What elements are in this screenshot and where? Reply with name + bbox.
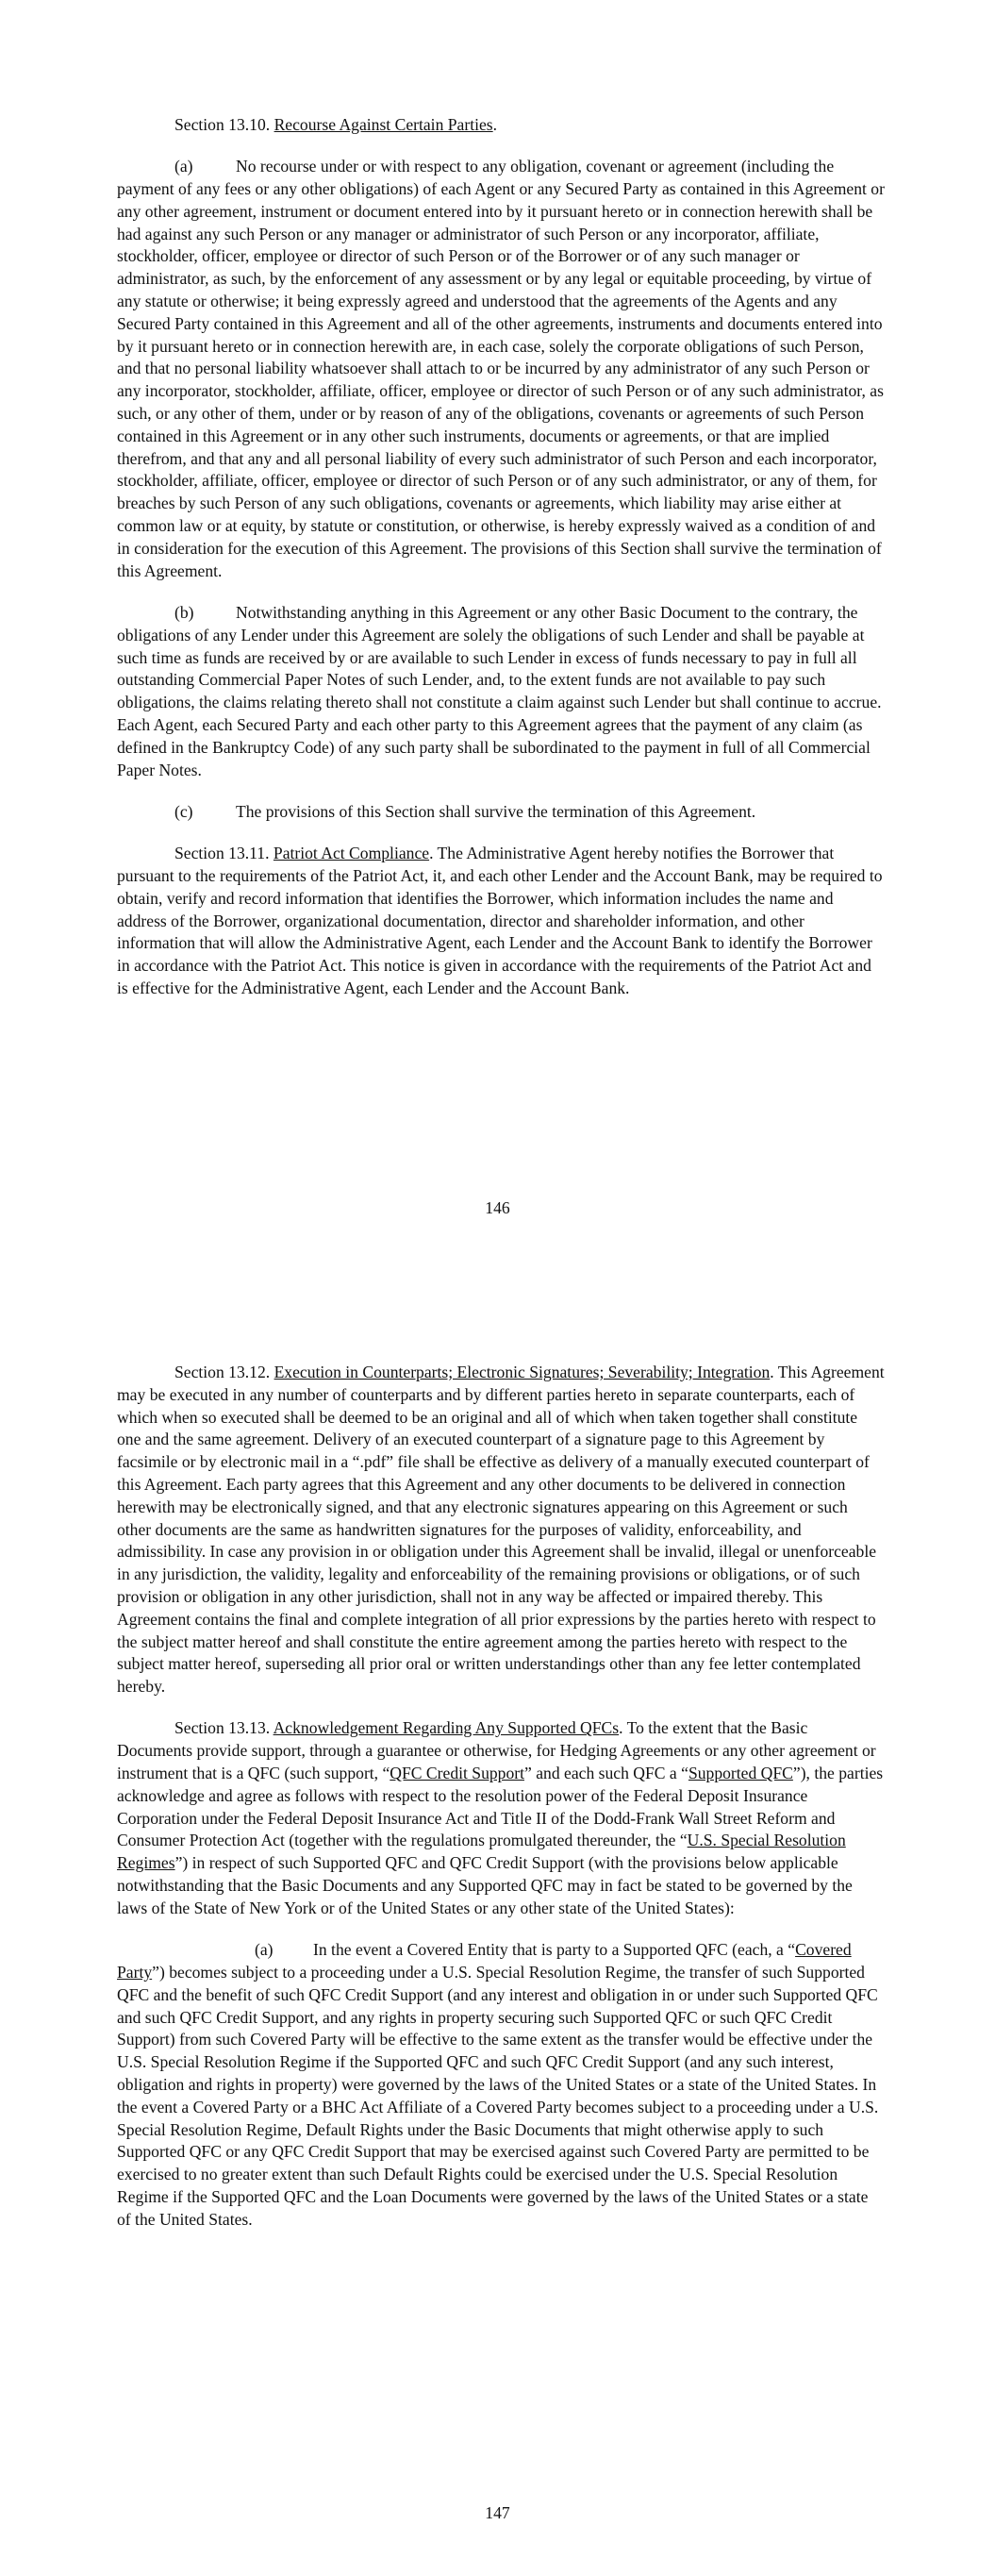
subsection-label: (a) xyxy=(174,157,193,176)
defined-term: Patriot Act Compliance xyxy=(273,844,430,863)
page-146-body xyxy=(117,114,885,1019)
defined-term: Covered Party xyxy=(117,1940,852,1982)
subsection-label: (c) xyxy=(174,801,193,821)
text-run: Section 13.11. xyxy=(174,844,274,863)
defined-term: U.S. Special Resolution Regimes xyxy=(117,1831,846,1873)
defined-term: Supported QFC xyxy=(688,1764,793,1783)
text-run: . To the extent that the Basic Documents provide support, through a guarantee or otherwise, for Hedging Agreements or any other agreement or instrument that is a QFC (such support, “ xyxy=(117,1718,876,1783)
subsection-paragraph xyxy=(117,801,885,824)
defined-term: QFC Credit Support xyxy=(390,1764,525,1783)
text-run: . xyxy=(492,115,498,134)
page-147-body xyxy=(117,1362,885,2250)
subsection-label: (a) xyxy=(255,1940,274,1960)
defined-term: Recourse Against Certain Parties xyxy=(274,115,493,134)
page-number: 146 xyxy=(485,1198,510,1217)
defined-term: Acknowledgement Regarding Any Supported QFCs xyxy=(273,1718,620,1738)
text-run: Section 13.13. xyxy=(174,1718,274,1738)
text-run: Section 13.10. xyxy=(174,115,274,134)
text-run: In the event a Covered Entity that is party to a Supported QFC (each, a “ xyxy=(313,1940,796,1960)
text-run: The provisions of this Section shall survive the termination of this Agreement. xyxy=(236,801,756,821)
subsection-paragraph xyxy=(117,156,885,582)
section-paragraph xyxy=(117,114,885,137)
section-paragraph xyxy=(117,843,885,1000)
text-run: Notwithstanding anything in this Agreement or any other Basic Document to the contrary, the obligations of any Lender under this Agreement are solely the obligations of such Lender and shall be payable at such time as funds are received by or are available to such Lender in excess of funds necessary to pay in full all outstanding Commercial Paper Notes of such Lender, and, to the extent funds are not available to pay such obligations, the claims relating thereto shall not constitute a claim against such Lender but shall continue to accrue. Each Agent, each Secured Party and each other party to this Agreement agrees that the payment of any claim (as defined in the Bankruptcy Code) of any such party shall be subordinated to the payment in full of all Commercial Paper Notes. xyxy=(117,602,882,779)
page-number: 147 xyxy=(485,2503,510,2522)
text-run: ”) in respect of such Supported QFC and QFC Credit Support (with the provisions below applicable notwithstanding that the Basic Documents and any Supported QFC may in fact be stated to be governed by the laws of the State of New York or of the United States or any other state of the United States): xyxy=(117,1853,853,1917)
subsection-paragraph xyxy=(117,602,885,781)
text-run: No recourse under or with respect to any obligation, covenant or agreement (including the payment of any fees or any other obligations) of each Agent or any Secured Party as contained in this Agreement or any other agreement, instrument or document entered into by it pursuant hereto or in connection herewith shall be had against any such Person or any manager or administrator of such Person or any incorporator, affiliate, stockholder, officer, employee or director of such Person or of the Borrower or of any such manager or administrator, as such, by the enforcement of any assessment or by any legal or equitable proceeding, by virtue of any statute or otherwise; it being expressly agreed and understood that the agreements of the Agents and any Secured Party contained in this Agreement and all of the other agreements, instruments and documents entered into by it pursuant hereto or in connection herewith are, in each case, solely the corporate obligations of such Person, and that no personal liability whatsoever shall attach to or be incurred by any administrator of any such Person or any incorporator, stockholder, affiliate, officer, employee or director of such Person or of any such administrator, as such, or any other of them, under or by reason of any of the obligations, covenants or agreements of such Person contained in this Agreement or in any other such instruments, documents or agreements, or that are implied therefrom, and that any and all personal liability of every such administrator of such Person and each incorporator, stockholder, affiliate, officer, employee or director of such Person or of any such administrator, or any of them, for breaches by such Person of any such obligations, covenants or agreements, which liability may arise either at common law or at equity, by statute or constitution, or otherwise, is hereby expressly waived as a condition of and in consideration for the execution of this Agreement. The provisions of this Section shall survive the termination of this Agreement. xyxy=(117,157,885,580)
section-paragraph xyxy=(117,1717,885,1919)
section-paragraph xyxy=(117,1362,885,1698)
text-run: ” and each such QFC a “ xyxy=(524,1764,688,1783)
text-run: . This Agreement may be executed in any number of counterparts and by different parties hereto in separate counterparts, each of which when so executed shall be deemed to be an original and all of which when taken together shall constitute one and the same agreement. Delivery of an executed counterpart of a signature page to this Agreement by facsimile or by electronic mail in a “.pdf” file shall be effective as delivery of a manually executed counterpart of this Agreement. Each party agrees that this Agreement and any other documents to be delivered in connection herewith may be electronically signed, and that any electronic signatures appearing on this Agreement or such other documents are the same as handwritten signatures for the purposes of validity, enforceability, and admissibility. In case any provision in or obligation under this Agreement shall be invalid, illegal or unenforceable in any jurisdiction, the validity, legality and enforceability of the remaining provisions or obligations, or of such provision or obligation in any other jurisdiction, shall not in any way be affected or impaired thereby. This Agreement contains the final and complete integration of all prior expressions by the parties hereto with respect to the subject matter hereof and shall constitute the entire agreement among the parties hereto with respect to the subject matter hereof, superseding all prior oral or written understandings other than any fee letter contemplated hereby. xyxy=(117,1363,885,1697)
text-run: ”), the parties acknowledge and agree as follows with respect to the resolution power of the Federal Deposit Insurance Corporation under the Federal Deposit Insurance Act and Title II of the Dodd-Frank Wall Street Reform and Consumer Protection Act (together with the regulations promulgated thereunder, the “ xyxy=(117,1764,884,1850)
text-run: Section 13.12. xyxy=(174,1363,274,1381)
text-run: . The Administrative Agent hereby notifies the Borrower that pursuant to the requirements of the Patriot Act, it, and each other Lender and the Account Bank, may be required to obtain, verify and record information that identifies the Borrower, which information includes the name and address of the Borrower, organizational documentation, director and shareholder information, and other information that will allow the Administrative Agent, each Lender and the Account Bank to identify the Borrower in accordance with the Patriot Act. This notice is given in accordance with the requirements of the Patriot Act and is effective for the Administrative Agent, each Lender and the Account Bank. xyxy=(117,844,883,997)
subsection-paragraph xyxy=(117,1939,885,2231)
text-run: ”) becomes subject to a proceeding under a U.S. Special Resolution Regime, the transfer of such Supported QFC and the benefit of such QFC Credit Support (and any interest and obligation in or under such Supported QFC and such QFC Credit Support, and any rights in property securing such Supported QFC or such QFC Credit Support) from such Covered Party will be effective to the same extent as the transfer would be effective under the U.S. Special Resolution Regime if the Supported QFC and such QFC Credit Support (and any such interest, obligation and rights in property) were governed by the laws of the United States or a state of the United States. In the event a Covered Party or a BHC Act Affiliate of a Covered Party becomes subject to a proceeding under a U.S. Special Resolution Regime, Default Rights under the Basic Documents that might otherwise apply to such Supported QFC or any QFC Credit Support that may be exercised against such Covered Party are permitted to be exercised to no greater extent than such Default Rights could be exercised under the U.S. Special Resolution Regime if the Supported QFC and the Loan Documents were governed by the laws of the United States or a state of the United States. xyxy=(117,1962,879,2229)
subsection-label: (b) xyxy=(174,602,194,622)
defined-term: Execution in Counterparts; Electronic Signatures; Severability; Integration xyxy=(274,1363,771,1381)
